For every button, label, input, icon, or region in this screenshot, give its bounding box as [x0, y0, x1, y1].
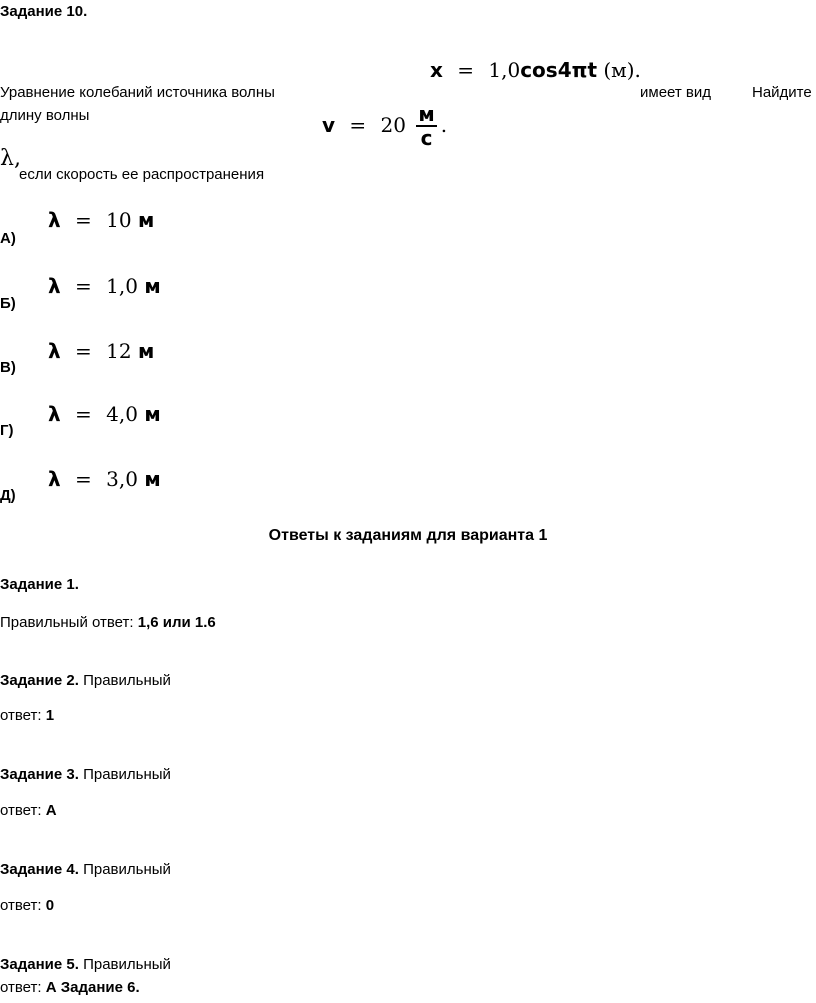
option-eq: =	[75, 208, 92, 232]
answer-2-title: Задание 2.	[0, 672, 79, 689]
option-value: 12	[106, 339, 132, 363]
option-value: 1,0	[106, 274, 138, 298]
answer-5-line	[0, 956, 171, 974]
lambda-symbol: λ	[48, 339, 61, 363]
formula-function: cos4πt	[520, 58, 597, 82]
formula-eq: =	[457, 58, 475, 82]
lambda-symbol: λ	[48, 467, 61, 491]
speed-clause-text: если скорость ее распространения	[19, 166, 265, 183]
option-value: 10	[106, 208, 132, 232]
speed-unit-den: с	[420, 126, 433, 150]
answer-2-line	[0, 672, 171, 690]
answer-4-ans: ответ:	[0, 897, 42, 914]
answer-2-lead: Правильный	[83, 672, 171, 689]
task-10-title: Задание 10.	[0, 3, 88, 20]
answer-4-title: Задание 4.	[0, 861, 79, 878]
answer-3-value: А	[45, 802, 57, 819]
answer-4-value-line	[0, 897, 54, 915]
answer-4-line	[0, 861, 171, 879]
option-unit: м	[137, 208, 155, 232]
option-e-label[interactable]: Д)	[0, 487, 16, 504]
option-a-formula	[48, 208, 154, 232]
lambda-symbol: λ	[48, 208, 61, 232]
answer-3-ans: ответ:	[0, 802, 42, 819]
option-unit: м	[144, 467, 161, 491]
option-e-formula	[48, 467, 161, 491]
lambda-symbol: λ	[48, 274, 61, 298]
lambda-symbol: λ,	[0, 146, 21, 171]
option-unit: м	[137, 339, 155, 363]
find-text: Найдите	[752, 84, 812, 101]
speed-unit-num: м	[418, 102, 435, 126]
option-a-label[interactable]: А)	[0, 230, 16, 247]
answer-3-lead: Правильный	[83, 766, 171, 783]
speed-eq: =	[349, 113, 367, 137]
answer-1-value: 1,6 или 1.6	[137, 614, 216, 631]
option-unit: м	[144, 402, 161, 426]
answers-heading: Ответы к заданиям для варианта 1	[268, 527, 548, 544]
answer-4-lead: Правильный	[83, 861, 171, 878]
formula-amplitude: 1,0	[488, 58, 521, 82]
answer-3-title: Задание 3.	[0, 766, 79, 783]
answer-6-title: Задание 6.	[60, 979, 140, 996]
answer-1-lead: Правильный ответ:	[0, 614, 134, 631]
wavelength-text: длину волны	[0, 107, 90, 124]
option-d-formula	[48, 402, 161, 426]
lambda-symbol: λ	[48, 402, 61, 426]
option-value: 3,0	[106, 467, 138, 491]
formula-speed	[322, 104, 447, 149]
answer-5-value: А	[45, 979, 57, 996]
answer-5-ans: ответ:	[0, 979, 42, 996]
answer-3-value-line	[0, 802, 57, 820]
option-eq: =	[75, 339, 92, 363]
speed-unit-fraction	[416, 104, 436, 149]
option-eq: =	[75, 274, 92, 298]
option-eq: =	[75, 467, 92, 491]
answer-5-title: Задание 5.	[0, 956, 79, 973]
option-c-label[interactable]: В)	[0, 359, 16, 376]
answer-4-value: 0	[45, 897, 55, 914]
speed-end: .	[440, 113, 448, 137]
option-eq: =	[75, 402, 92, 426]
answer-1-line	[0, 614, 216, 632]
option-unit: м	[144, 274, 161, 298]
speed-value: 20	[380, 113, 406, 137]
answer-5-value-line	[0, 979, 140, 997]
option-value: 4,0	[106, 402, 138, 426]
equation-lead-text: Уравнение колебаний источника волны	[0, 84, 275, 101]
answer-1-title: Задание 1.	[0, 576, 79, 593]
formula-unit: (м).	[603, 58, 641, 82]
formula-var-x: x	[430, 58, 443, 82]
option-c-formula	[48, 339, 154, 363]
equation-mid-text: имеет вид	[640, 84, 712, 101]
answer-2-value-line	[0, 707, 54, 725]
option-b-formula	[48, 274, 161, 298]
option-d-label[interactable]: Г)	[0, 422, 14, 439]
answer-2-value: 1	[45, 707, 55, 724]
speed-var-v: v	[322, 113, 336, 137]
answer-3-line	[0, 766, 171, 784]
option-b-label[interactable]: Б)	[0, 295, 16, 312]
formula-oscillation	[430, 58, 641, 82]
answer-5-lead: Правильный	[83, 956, 171, 973]
answer-2-ans: ответ:	[0, 707, 42, 724]
